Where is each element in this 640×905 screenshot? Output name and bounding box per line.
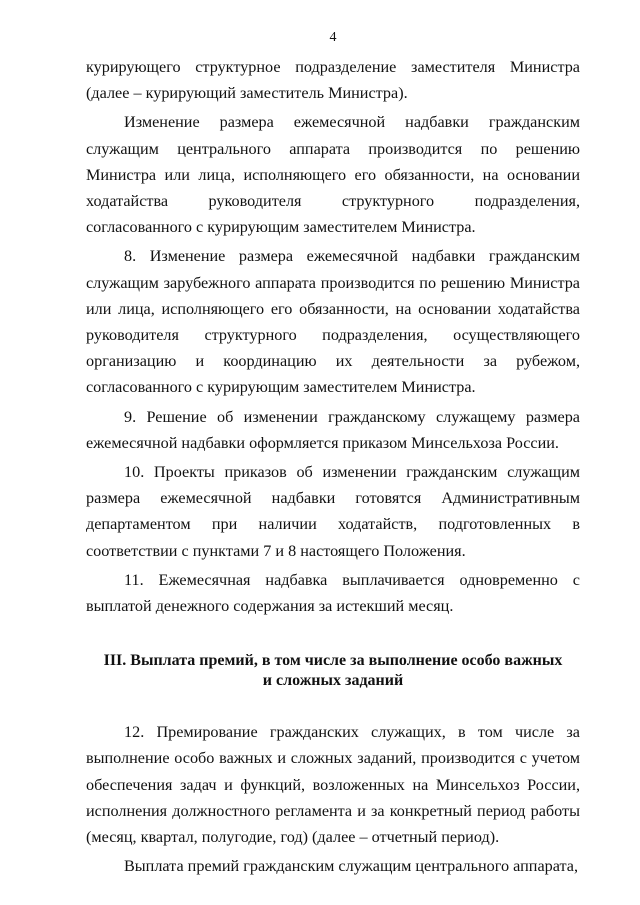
paragraphs-after-heading (86, 719, 580, 879)
paragraph: 8. Изменение размера ежемесячной надбавки гражданским служащим зарубежного аппарата производится по решению Министра или лица, исполняющего его обязанности, на основании ходатайства руководителя структурного подразделения, осуществляющего организацию и координацию их деятельности за рубежом, согласованного с курирующим заместителем Министра. (86, 247, 580, 397)
section-heading-line-2: и сложных заданий (262, 672, 404, 690)
paragraph: Выплата премий гражданским служащим центрального аппарата, (124, 857, 579, 876)
paragraph: 11. Ежемесячная надбавка выплачивается одновременно с выплатой денежного содержания за истекший месяц. (86, 570, 580, 616)
paragraph: Изменение размера ежемесячной надбавки гражданским служащим центрального аппарата производится по решению Министра или лица, исполняющего его обязанности, на основании ходатайства руководителя структурного подразделения, согласованного с курирующим заместителем Министра. (86, 113, 580, 237)
paragraph: 10. Проекты приказов об изменении гражданским служащим размера ежемесячной надбавки готовятся Административным департаментом при наличии ходатайств, подготовленных в соответствии с пунктами 7 и 8 настоящего Положения. (86, 463, 580, 560)
document-body (86, 54, 580, 879)
paragraph: 12. Премирование гражданских служащих, в том числе за выполнение особо важных и сложных заданий, производится с учетом обеспечения задач и функций, возложенных на Минсельхоз России, исполнения должностного регламента и за конкретный период работы (месяц, квартал, полугодие, год) (далее – отчетный период). (86, 723, 580, 847)
section-heading-line-1: III. Выплата премий, в том числе за выполнение особо важных (103, 652, 563, 670)
paragraph: 9. Решение об изменении гражданскому служащему размера ежемесячной надбавки оформляется приказом Минсельхоза России. (86, 407, 580, 452)
paragraphs-before-heading (86, 54, 580, 619)
page-number: 4 (329, 30, 337, 45)
paragraph: курирующего структурное подразделение заместителя Министра (далее – курирующий заместитель Министра). (86, 58, 580, 103)
section-heading (86, 651, 580, 691)
